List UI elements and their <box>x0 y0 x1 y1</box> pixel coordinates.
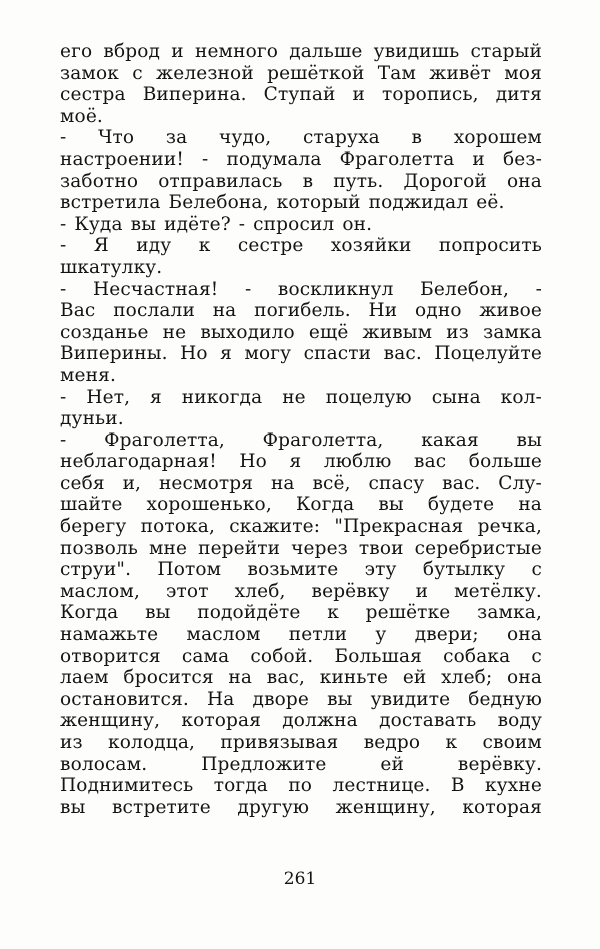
word: метёлку. <box>454 580 542 602</box>
word: воду <box>497 710 542 732</box>
word: эту <box>364 559 397 581</box>
word: которая <box>181 710 262 732</box>
word: Потом <box>157 559 222 581</box>
word: я <box>289 451 302 473</box>
word: к <box>445 732 458 753</box>
word: Поднимитесь <box>60 775 194 797</box>
word: сына <box>431 386 481 408</box>
word: она <box>507 170 542 192</box>
body-text <box>60 41 542 818</box>
word: себя <box>60 472 105 494</box>
word: хлеб, <box>234 580 286 602</box>
word: вас. <box>383 343 422 365</box>
word: Когда <box>60 602 119 624</box>
text-line <box>60 689 542 711</box>
word: и <box>171 41 184 62</box>
word: вы <box>130 213 157 235</box>
word: остановится. <box>60 688 189 710</box>
word: ведро <box>363 732 421 753</box>
word: берегу <box>60 516 127 538</box>
word: послали <box>113 300 195 322</box>
word: ей <box>402 667 427 689</box>
text-line <box>60 710 542 732</box>
word: какая <box>421 429 479 451</box>
text-line <box>60 300 542 322</box>
word: без- <box>502 148 542 170</box>
word: всё, <box>312 472 351 494</box>
word: вас <box>414 451 447 473</box>
word: В <box>450 775 465 797</box>
text-line <box>60 149 542 171</box>
word: с <box>531 559 542 581</box>
word: никогда <box>181 386 263 408</box>
word: подумала <box>226 148 322 170</box>
text-line <box>60 343 542 365</box>
word: струи". <box>60 559 132 581</box>
word: через <box>291 537 348 559</box>
page-number: 261 <box>283 869 317 889</box>
word: другую <box>237 796 310 818</box>
word: - <box>535 278 542 300</box>
word: бедную <box>468 688 542 710</box>
word: собака <box>443 645 511 667</box>
word: замка, <box>477 602 542 624</box>
word: воскликнул <box>277 278 394 300</box>
word: своим <box>482 732 542 753</box>
word: на <box>228 667 253 689</box>
word: неблагодарная! <box>60 451 217 473</box>
word: с <box>132 62 143 84</box>
word: чудо, <box>219 127 272 149</box>
word: не <box>162 321 187 343</box>
word: На <box>207 688 235 710</box>
word: колодца, <box>108 732 196 753</box>
word: позволь <box>60 537 138 559</box>
word: женщину, <box>335 796 436 818</box>
word: серебристые <box>414 537 542 559</box>
word: волосам. <box>60 753 148 775</box>
word: меня. <box>60 364 116 386</box>
text-line <box>60 106 542 128</box>
word: дальше <box>289 41 363 62</box>
text-line <box>60 387 542 409</box>
text-line <box>60 192 542 214</box>
word: встретила <box>60 192 161 214</box>
text-line <box>60 797 542 819</box>
word: вы <box>327 688 353 710</box>
word: за <box>165 127 188 149</box>
word: Белебона, <box>168 192 269 214</box>
word: из <box>60 732 83 753</box>
word: Фраголетта, <box>262 429 384 451</box>
word: я <box>220 343 232 365</box>
word: верёвку. <box>457 753 542 775</box>
word: шайте <box>60 494 123 516</box>
word: привязывая <box>220 732 339 753</box>
word: Но <box>239 451 267 473</box>
word: решёткой <box>267 62 365 84</box>
word: несмотря <box>158 472 254 494</box>
word: сама <box>181 645 230 667</box>
word: - <box>60 386 67 408</box>
word: к <box>198 235 211 257</box>
word: идёте? <box>164 213 231 235</box>
word: не <box>282 386 306 408</box>
word: - <box>60 235 67 257</box>
word: будете <box>427 494 495 516</box>
text-line <box>60 171 542 193</box>
text-line <box>60 602 542 624</box>
word: - <box>238 213 246 235</box>
word: скажите: <box>229 516 321 538</box>
word: твои <box>358 537 404 559</box>
word: лаем <box>60 667 109 689</box>
word: и <box>472 148 485 170</box>
text-line <box>60 473 542 495</box>
word: дитя <box>495 84 542 106</box>
word: на <box>270 472 295 494</box>
word: ей <box>380 753 404 775</box>
text-line <box>60 754 542 776</box>
word: дуньи. <box>60 408 124 430</box>
word: моя <box>504 62 542 84</box>
word: попросить <box>438 235 542 257</box>
word: - <box>202 148 209 170</box>
word: Там <box>377 62 416 84</box>
word: могу <box>244 343 292 365</box>
word: собой. <box>250 645 314 667</box>
word: хлеб; <box>441 667 493 689</box>
word: бутылку <box>422 559 506 581</box>
word: выходило <box>200 321 295 343</box>
word: к <box>327 602 339 624</box>
text-line <box>60 775 542 797</box>
word: - <box>60 127 67 149</box>
word: Несчастная! <box>92 278 219 300</box>
word: Куда <box>74 213 123 235</box>
word: подойдёте <box>197 602 301 624</box>
word: заботно <box>60 170 139 192</box>
word: маслом <box>186 624 261 646</box>
word: - <box>60 429 67 451</box>
word: живёт <box>429 62 491 84</box>
word: иду <box>136 235 172 257</box>
word: верёвку <box>311 580 390 602</box>
word: Слу- <box>498 472 542 494</box>
word: - <box>244 278 252 300</box>
word: которая <box>462 796 542 818</box>
word: вы <box>516 429 542 451</box>
word: перейти <box>198 537 281 559</box>
word: бросится <box>123 667 214 689</box>
word: Фраголетта, <box>104 429 225 451</box>
word: я <box>150 386 162 408</box>
text-line <box>60 63 542 85</box>
text-line <box>60 451 542 473</box>
word: увидишь <box>373 41 460 62</box>
word: созданье <box>60 321 149 343</box>
word: Я <box>93 235 109 257</box>
word: хорошенько, <box>146 494 272 516</box>
text-line <box>60 646 542 668</box>
word: замка <box>483 321 542 343</box>
word: "Прекрасная <box>334 516 464 538</box>
text-line <box>60 667 542 689</box>
word: и <box>415 580 429 602</box>
word: больше <box>468 451 542 473</box>
word: ещё <box>308 321 349 343</box>
word: кол- <box>500 386 542 408</box>
word: поджидал <box>368 192 469 214</box>
word: Фраголетта <box>339 148 455 170</box>
word: этот <box>166 580 209 602</box>
word: моё. <box>60 105 103 127</box>
word: спасу <box>368 472 425 494</box>
text-line <box>60 732 542 754</box>
word: Виперины. <box>60 343 168 365</box>
word: двери; <box>414 624 479 646</box>
word: потока, <box>140 516 215 538</box>
word: Но <box>180 343 208 365</box>
word: живое <box>479 300 542 322</box>
word: сестра <box>60 84 126 106</box>
word: возьмите <box>247 559 339 581</box>
word: хозяйки <box>330 235 412 257</box>
text-line <box>60 322 542 344</box>
word: поцелую <box>325 386 412 408</box>
text-line <box>60 365 542 387</box>
word: вас. <box>442 472 481 494</box>
text-line <box>60 581 542 603</box>
word: замок <box>60 62 119 84</box>
word: люблю <box>323 451 392 473</box>
word: Вас <box>60 300 96 322</box>
word: - <box>60 213 67 235</box>
text-line <box>60 559 542 581</box>
word: у <box>375 624 387 646</box>
word: шкатулку. <box>60 256 163 278</box>
word: с <box>531 645 542 667</box>
word: доставать <box>379 710 477 732</box>
word: увидите <box>370 688 451 710</box>
word: по <box>288 775 313 797</box>
word: тогда <box>213 775 268 797</box>
word: отправилась <box>158 170 283 192</box>
text-line <box>60 494 542 516</box>
word: Нет, <box>86 386 131 408</box>
word: вас, <box>266 667 306 689</box>
text-line <box>60 430 542 452</box>
word: мне <box>148 537 188 559</box>
word: должна <box>282 710 358 732</box>
word: маслом, <box>60 580 140 602</box>
word: в <box>411 127 423 149</box>
word: хорошем <box>453 127 542 149</box>
word: встретите <box>111 796 211 818</box>
word: торопись, <box>382 84 479 106</box>
word: вы <box>145 602 171 624</box>
word: дворе <box>252 688 310 710</box>
text-line <box>60 127 542 149</box>
word: Что <box>98 127 135 149</box>
word: на <box>518 494 542 516</box>
word: одно <box>415 300 462 322</box>
word: - <box>60 278 67 300</box>
word: лестнице. <box>332 775 431 797</box>
word: киньте <box>319 667 389 689</box>
word: вы <box>60 796 86 818</box>
word: спасти <box>303 343 372 365</box>
word: Когда <box>295 494 355 516</box>
word: петли <box>288 624 348 646</box>
word: она <box>507 624 542 646</box>
word: женщину, <box>60 710 161 732</box>
word: Ступай <box>263 84 336 106</box>
text-line <box>60 84 542 106</box>
word: старый <box>470 41 542 62</box>
text-line <box>60 408 542 430</box>
word: спросил <box>253 213 335 235</box>
text-line <box>60 214 542 236</box>
word: она <box>507 667 542 689</box>
word: его <box>60 41 93 62</box>
word: речка, <box>477 516 542 538</box>
word: решётке <box>365 602 451 624</box>
text-line <box>60 538 542 560</box>
word: немного <box>194 41 278 62</box>
word: и <box>352 84 366 106</box>
word: Поцелуйте <box>434 343 542 365</box>
word: и, <box>122 472 142 494</box>
word: Белебон, <box>420 278 510 300</box>
word: он. <box>342 213 373 235</box>
word: Большая <box>334 645 422 667</box>
word: намажьте <box>60 624 159 646</box>
word: её. <box>476 192 505 214</box>
word: путь. <box>333 170 384 192</box>
word: железной <box>156 62 254 84</box>
word: который <box>276 192 361 214</box>
word: вы <box>378 494 404 516</box>
word: живым <box>362 321 433 343</box>
word: из <box>446 321 469 343</box>
text-line <box>60 279 542 301</box>
word: Ни <box>368 300 398 322</box>
text-line <box>60 235 542 257</box>
text-line <box>60 624 542 646</box>
word: кухне <box>485 775 542 797</box>
word: отворится <box>60 645 161 667</box>
word: Виперина. <box>142 84 247 106</box>
word: в <box>302 170 314 192</box>
word: вброд <box>103 41 161 62</box>
word: Предложите <box>201 753 327 775</box>
word: старуха <box>302 127 380 149</box>
word: погибель. <box>254 300 351 322</box>
text-line <box>60 41 542 63</box>
word: настроении! <box>60 148 184 170</box>
word: сестре <box>237 235 304 257</box>
text-line <box>60 516 542 538</box>
text-line <box>60 257 542 279</box>
word: на <box>212 300 237 322</box>
word: Дорогой <box>403 170 487 192</box>
